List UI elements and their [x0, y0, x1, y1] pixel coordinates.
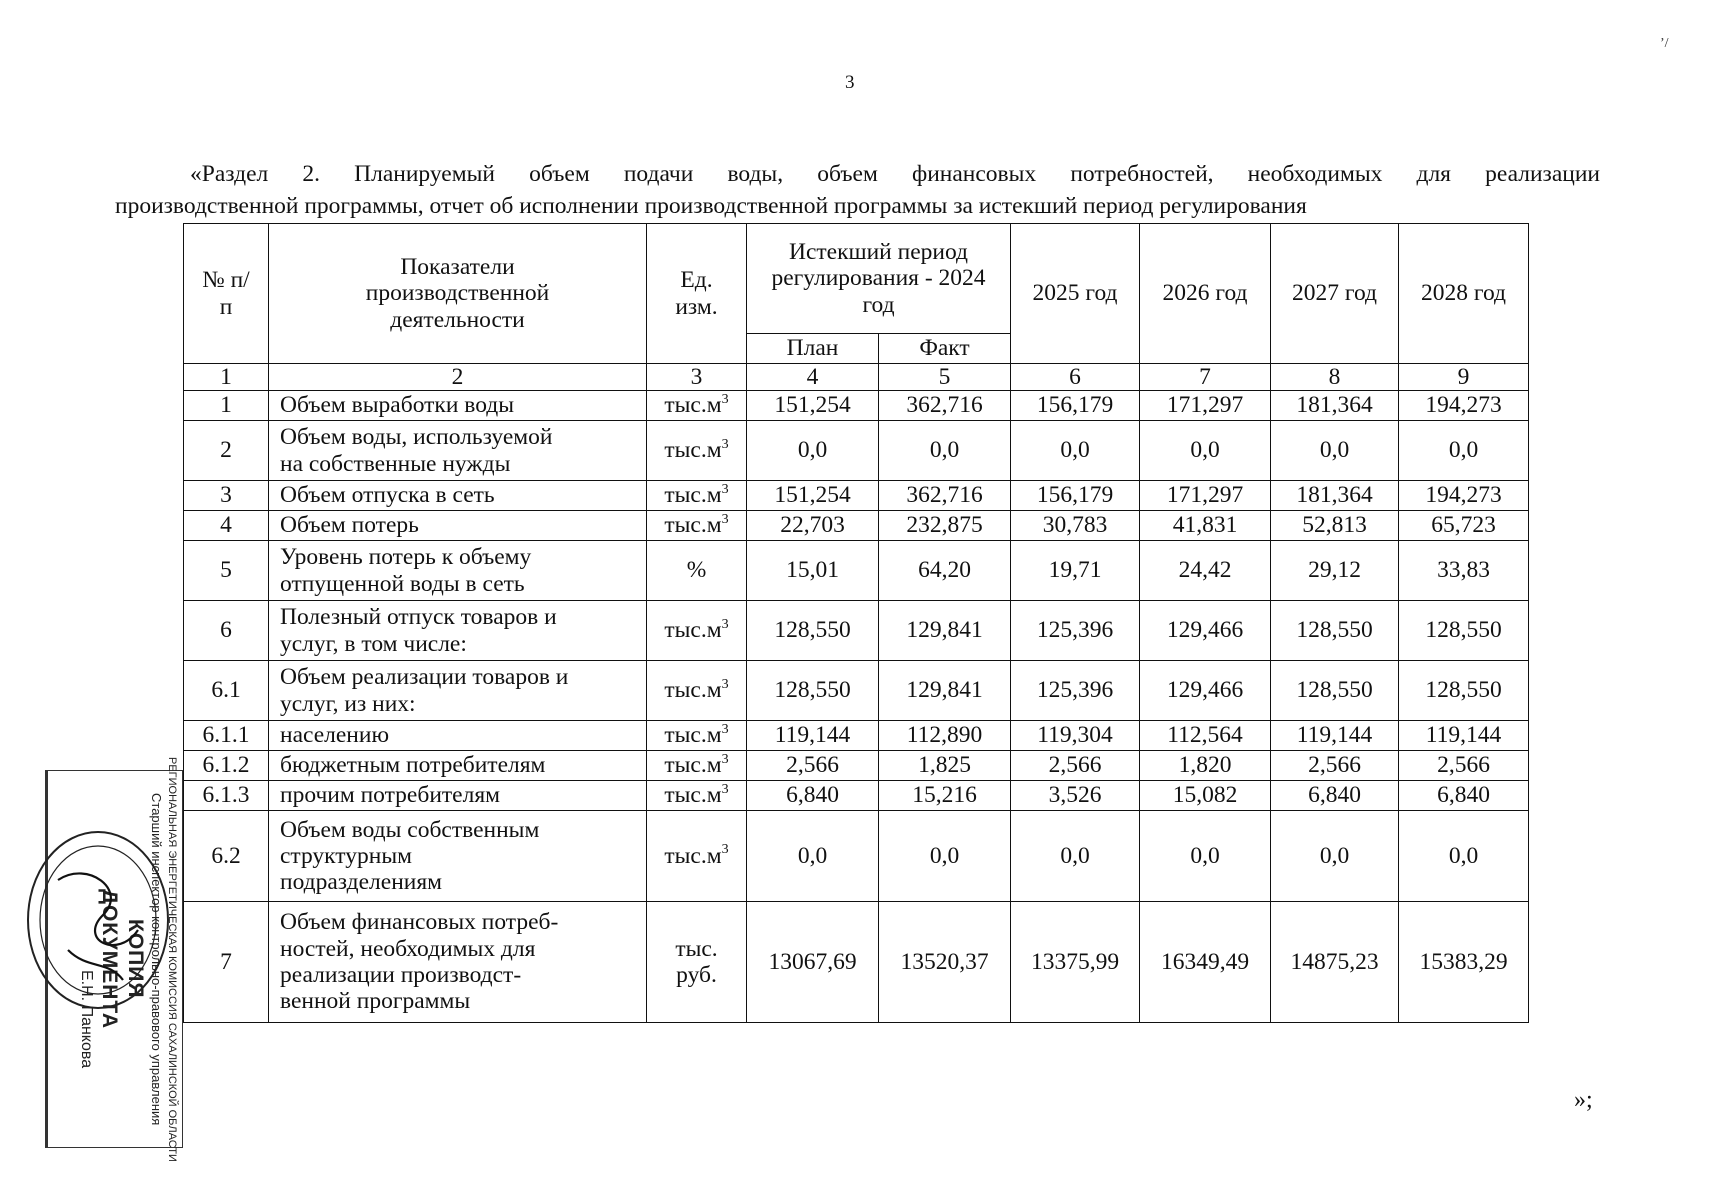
- unit-cell: [647, 421, 747, 481]
- table-row: [184, 511, 1529, 541]
- value-cell: 1,825: [879, 751, 1011, 781]
- unit-cell: [647, 811, 747, 902]
- indicator-name-line: Уровень потерь к объему: [280, 544, 532, 571]
- value-cell: 128,550: [1271, 601, 1399, 661]
- unit-cell: [647, 541, 747, 601]
- row-number: 6: [184, 601, 269, 661]
- unit-text: тыс.м: [664, 437, 722, 464]
- indicator-name-line: Объем выработки воды: [280, 392, 515, 419]
- indicator-name: [269, 481, 647, 511]
- stamp-signer-name: Е.Н. Панкова: [78, 969, 95, 1069]
- column-number: 3: [647, 364, 747, 391]
- value-cell: 156,179: [1011, 391, 1140, 421]
- indicator-name: [269, 751, 647, 781]
- unit-text: тыс. руб.: [675, 935, 718, 988]
- column-number: 2: [269, 364, 647, 391]
- value-cell: 0,0: [1140, 811, 1271, 902]
- column-number-row: [184, 364, 1529, 391]
- value-cell: 112,564: [1140, 721, 1271, 751]
- header-2027: 2027 год: [1271, 224, 1399, 364]
- indicator-name-line: ностей, необходимых для: [280, 935, 536, 962]
- column-number: 6: [1011, 364, 1140, 391]
- column-number: 8: [1271, 364, 1399, 391]
- unit-superscript: 3: [721, 511, 729, 527]
- value-cell: 232,875: [879, 511, 1011, 541]
- table-row: [184, 781, 1529, 811]
- value-cell: 362,716: [879, 481, 1011, 511]
- indicator-name-line: Объем потерь: [280, 512, 419, 539]
- header-no: № п/п: [184, 224, 269, 364]
- indicator-name-line: на собственные нужды: [280, 450, 511, 477]
- unit-cell: [647, 391, 747, 421]
- value-cell: 2,566: [1399, 751, 1529, 781]
- value-cell: 0,0: [879, 421, 1011, 481]
- value-cell: 0,0: [1140, 421, 1271, 481]
- value-cell: 129,466: [1140, 661, 1271, 721]
- value-cell: 15,01: [747, 541, 879, 601]
- value-cell: 41,831: [1140, 511, 1271, 541]
- indicator-name-line: реализации производст-: [280, 962, 522, 988]
- unit-cell: [647, 751, 747, 781]
- indicator-name-line: населению: [280, 722, 390, 749]
- table-row: [184, 421, 1529, 481]
- value-cell: 19,71: [1011, 541, 1140, 601]
- value-cell: 128,550: [747, 661, 879, 721]
- unit-superscript: 3: [721, 676, 729, 692]
- unit-superscript: 3: [721, 781, 729, 797]
- unit-cell: [647, 481, 747, 511]
- value-cell: 119,144: [1271, 721, 1399, 751]
- column-number: 1: [184, 364, 269, 391]
- indicator-name-line: венной программы: [280, 988, 471, 1015]
- round-seal-icon: [18, 820, 178, 1020]
- value-cell: 2,566: [1011, 751, 1140, 781]
- indicator-name-line: отпущенной воды в сеть: [280, 570, 525, 597]
- unit-text: тыс.м: [664, 482, 722, 509]
- value-cell: 29,12: [1271, 541, 1399, 601]
- corner-mark: ’/: [1660, 36, 1669, 51]
- value-cell: 14875,23: [1271, 902, 1399, 1023]
- value-cell: 128,550: [747, 601, 879, 661]
- value-cell: 125,396: [1011, 661, 1140, 721]
- value-cell: 151,254: [747, 391, 879, 421]
- heading-line-1: «Раздел 2. Планируемый объем подачи воды, объем финансовых потребностей, необходимых для реализации: [190, 161, 1600, 187]
- row-number: 6.1.2: [184, 751, 269, 781]
- column-number: 4: [747, 364, 879, 391]
- indicator-name-line: услуг, в том числе:: [280, 630, 467, 657]
- unit-superscript: 3: [721, 616, 729, 632]
- row-number: 5: [184, 541, 269, 601]
- value-cell: 181,364: [1271, 391, 1399, 421]
- unit-superscript: 3: [721, 842, 729, 858]
- closing-quote: »;: [1574, 1087, 1593, 1113]
- value-cell: 0,0: [1011, 421, 1140, 481]
- value-cell: 0,0: [747, 811, 879, 902]
- row-number: 6.1.1: [184, 721, 269, 751]
- unit-text: тыс.м: [664, 782, 722, 809]
- table-row: [184, 481, 1529, 511]
- value-cell: 119,144: [1399, 721, 1529, 751]
- value-cell: 129,841: [879, 601, 1011, 661]
- indicator-name-line: Полезный отпуск товаров и: [280, 604, 557, 631]
- value-cell: 0,0: [1011, 811, 1140, 902]
- indicator-name: [269, 391, 647, 421]
- column-number: 5: [879, 364, 1011, 391]
- column-number: 7: [1140, 364, 1271, 391]
- table-row: [184, 721, 1529, 751]
- header-period: Истекший период регулирования - 2024 год: [747, 224, 1011, 334]
- indicator-name-line: Объем воды собственным: [280, 816, 540, 843]
- indicator-name-line: подразделениям: [280, 869, 443, 896]
- unit-superscript: 3: [721, 481, 729, 497]
- value-cell: 6,840: [1399, 781, 1529, 811]
- indicator-name: [269, 781, 647, 811]
- value-cell: 129,466: [1140, 601, 1271, 661]
- value-cell: 171,297: [1140, 481, 1271, 511]
- stamp-organization: РЕГИОНАЛЬНАЯ ЭНЕРГЕТИЧЕСКАЯ КОМИССИЯ САХАЛИНСКОЙ ОБЛАСТИ: [166, 756, 178, 1162]
- unit-superscript: 3: [721, 721, 729, 737]
- unit-cell: [647, 902, 747, 1023]
- value-cell: 16349,49: [1140, 902, 1271, 1023]
- indicator-name-line: Объем финансовых потреб-: [280, 909, 559, 936]
- row-number: 3: [184, 481, 269, 511]
- header-indicator: Показатели производственной деятельности: [269, 224, 647, 364]
- value-cell: 194,273: [1399, 391, 1529, 421]
- header-2026: 2026 год: [1140, 224, 1271, 364]
- table-row: [184, 661, 1529, 721]
- row-number: 7: [184, 902, 269, 1023]
- unit-text: %: [686, 557, 707, 584]
- unit-cell: [647, 781, 747, 811]
- table-row: [184, 902, 1529, 1023]
- section-heading: [115, 158, 1600, 222]
- indicator-name-line: услуг, из них:: [280, 690, 416, 717]
- value-cell: 30,783: [1011, 511, 1140, 541]
- value-cell: 156,179: [1011, 481, 1140, 511]
- indicator-name-line: Объем отпуска в сеть: [280, 482, 495, 509]
- unit-superscript: 3: [721, 391, 729, 407]
- value-cell: 6,840: [1271, 781, 1399, 811]
- value-cell: 0,0: [747, 421, 879, 481]
- page-number: 3: [845, 72, 855, 93]
- production-program-table: [183, 223, 1529, 1023]
- value-cell: 128,550: [1399, 601, 1529, 661]
- value-cell: 194,273: [1399, 481, 1529, 511]
- unit-cell: [647, 721, 747, 751]
- value-cell: 0,0: [1271, 421, 1399, 481]
- indicator-name: [269, 661, 647, 721]
- indicator-name: [269, 721, 647, 751]
- indicator-name: [269, 811, 647, 902]
- value-cell: 0,0: [1399, 421, 1529, 481]
- value-cell: 65,723: [1399, 511, 1529, 541]
- unit-text: тыс.м: [664, 722, 722, 749]
- row-number: 1: [184, 391, 269, 421]
- unit-text: тыс.м: [664, 392, 722, 419]
- indicator-name-line: Объем реализации товаров и: [280, 664, 569, 691]
- value-cell: 0,0: [1271, 811, 1399, 902]
- indicator-name-line: структурным: [280, 842, 412, 869]
- indicator-name-line: Объем воды, используемой: [280, 424, 553, 451]
- value-cell: 22,703: [747, 511, 879, 541]
- header-fact: Факт: [879, 334, 1011, 364]
- value-cell: 0,0: [1399, 811, 1529, 902]
- indicator-name: [269, 902, 647, 1023]
- row-number: 4: [184, 511, 269, 541]
- row-number: 2: [184, 421, 269, 481]
- value-cell: 181,364: [1271, 481, 1399, 511]
- indicator-name: [269, 511, 647, 541]
- value-cell: 119,304: [1011, 721, 1140, 751]
- table-row: [184, 601, 1529, 661]
- row-number: 6.1: [184, 661, 269, 721]
- heading-line-2: производственной программы, отчет об исполнении производственной программы за истекший период регулирования: [115, 193, 1307, 219]
- unit-text: тыс.м: [664, 512, 722, 539]
- value-cell: 2,566: [1271, 751, 1399, 781]
- table-row: [184, 541, 1529, 601]
- unit-text: тыс.м: [664, 842, 722, 869]
- value-cell: 119,144: [747, 721, 879, 751]
- indicator-name: [269, 541, 647, 601]
- header-plan: План: [747, 334, 879, 364]
- unit-cell: [647, 511, 747, 541]
- indicator-name-line: прочим потребителям: [280, 782, 501, 809]
- value-cell: 112,890: [879, 721, 1011, 751]
- indicator-name: [269, 421, 647, 481]
- header-2028: 2028 год: [1399, 224, 1529, 364]
- row-number: 6.1.3: [184, 781, 269, 811]
- value-cell: 24,42: [1140, 541, 1271, 601]
- value-cell: 129,841: [879, 661, 1011, 721]
- unit-superscript: 3: [721, 436, 729, 452]
- table-row: [184, 811, 1529, 902]
- table-row: [184, 751, 1529, 781]
- unit-cell: [647, 661, 747, 721]
- stamp-copy-label: КОПИЯ: [124, 919, 147, 999]
- value-cell: 13375,99: [1011, 902, 1140, 1023]
- value-cell: 362,716: [879, 391, 1011, 421]
- value-cell: 3,526: [1011, 781, 1140, 811]
- value-cell: 13067,69: [747, 902, 879, 1023]
- unit-text: тыс.м: [664, 617, 722, 644]
- value-cell: 13520,37: [879, 902, 1011, 1023]
- header-2025: 2025 год: [1011, 224, 1140, 364]
- value-cell: 128,550: [1399, 661, 1529, 721]
- value-cell: 125,396: [1011, 601, 1140, 661]
- value-cell: 151,254: [747, 481, 879, 511]
- indicator-name-line: бюджетным потребителям: [280, 752, 546, 779]
- value-cell: 15383,29: [1399, 902, 1529, 1023]
- column-number: 9: [1399, 364, 1529, 391]
- row-number: 6.2: [184, 811, 269, 902]
- header-unit: Ед. изм.: [647, 224, 747, 364]
- value-cell: 64,20: [879, 541, 1011, 601]
- unit-cell: [647, 601, 747, 661]
- unit-superscript: 3: [721, 751, 729, 767]
- unit-text: тыс.м: [664, 677, 722, 704]
- value-cell: 6,840: [747, 781, 879, 811]
- value-cell: 171,297: [1140, 391, 1271, 421]
- value-cell: 15,216: [879, 781, 1011, 811]
- value-cell: 128,550: [1271, 661, 1399, 721]
- indicator-name: [269, 601, 647, 661]
- value-cell: 33,83: [1399, 541, 1529, 601]
- unit-text: тыс.м: [664, 752, 722, 779]
- stamp-document-label: ДОКУМЕНТА: [98, 888, 121, 1030]
- table-row: [184, 391, 1529, 421]
- value-cell: 2,566: [747, 751, 879, 781]
- value-cell: 52,813: [1271, 511, 1399, 541]
- stamp-position: Старший инспектор контрольно-правового управления: [149, 792, 164, 1126]
- value-cell: 0,0: [879, 811, 1011, 902]
- value-cell: 1,820: [1140, 751, 1271, 781]
- value-cell: 15,082: [1140, 781, 1271, 811]
